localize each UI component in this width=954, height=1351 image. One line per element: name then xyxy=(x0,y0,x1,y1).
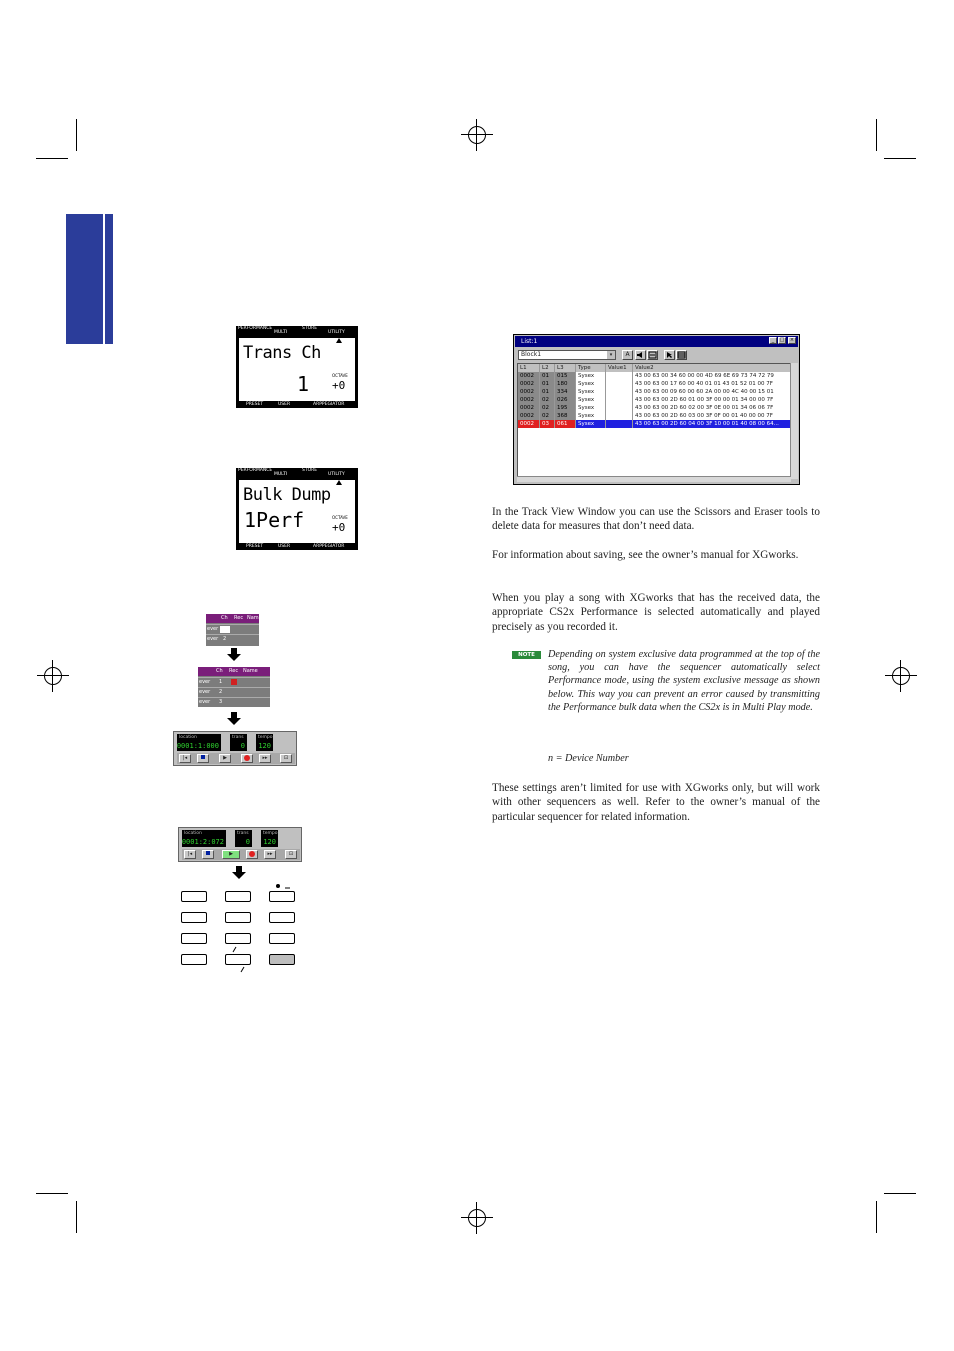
list-icon xyxy=(677,351,686,359)
chapter-side-tab xyxy=(66,214,113,344)
chevron-down-icon: ▾ xyxy=(607,351,615,359)
panel-button[interactable] xyxy=(269,933,295,944)
list-cell[interactable]: 0002 xyxy=(518,388,540,396)
block-select[interactable] xyxy=(518,350,616,360)
list-tool-button[interactable] xyxy=(676,350,687,360)
registration-mark xyxy=(461,119,493,151)
list-cell[interactable] xyxy=(606,372,633,380)
column-header[interactable]: Value1 xyxy=(606,364,633,372)
list-cell[interactable] xyxy=(606,420,633,428)
list-cell[interactable]: 026 xyxy=(555,396,576,404)
list-cell[interactable]: 01 xyxy=(540,372,555,380)
list-row[interactable] xyxy=(518,396,791,404)
panel-button[interactable] xyxy=(181,954,207,965)
list-cell[interactable]: 195 xyxy=(555,404,576,412)
record-button[interactable] xyxy=(241,754,253,763)
panel-button[interactable] xyxy=(225,912,251,923)
rewind-to-start-button[interactable]: |◂ xyxy=(184,850,196,859)
crop-mark xyxy=(884,158,916,159)
lcd-label-preset: PRESET xyxy=(246,402,264,407)
list-cell[interactable]: 0002 xyxy=(518,372,540,380)
arrow-down-icon xyxy=(227,718,241,725)
list-cell[interactable]: Sysex xyxy=(576,404,606,412)
lcd-label-user: USER xyxy=(278,402,291,407)
speaker-tool-button[interactable] xyxy=(635,350,646,360)
lcd-label-performance: PERFORMANCE xyxy=(238,468,273,473)
list-cell[interactable]: 03 xyxy=(540,420,555,428)
lcd-label-store: STORE xyxy=(302,326,318,331)
lcd-display-bulk-dump xyxy=(236,468,358,550)
list-row[interactable] xyxy=(518,388,791,396)
column-header-ch: Ch xyxy=(221,615,228,621)
arrow-down-icon xyxy=(232,872,246,879)
panel-button[interactable] xyxy=(225,891,251,902)
panel-button[interactable] xyxy=(181,912,207,923)
vertical-scrollbar[interactable] xyxy=(790,363,798,479)
registration-mark xyxy=(37,660,69,692)
column-header[interactable]: Value2 xyxy=(633,364,791,372)
crop-mark xyxy=(884,1193,916,1194)
list-cell[interactable]: 015 xyxy=(555,372,576,380)
crop-mark xyxy=(876,119,877,151)
record-button[interactable] xyxy=(246,850,258,859)
list-cell[interactable]: 334 xyxy=(555,388,576,396)
list-cell[interactable]: 0002 xyxy=(518,404,540,412)
column-header-rec: Rec xyxy=(234,615,244,621)
lcd-label-arpeggiator: ARPPEGIATOR xyxy=(313,402,345,407)
list-cell[interactable]: 368 xyxy=(555,412,576,420)
panel-button[interactable] xyxy=(225,933,251,944)
track-row[interactable]: ever 3 xyxy=(198,697,270,706)
column-header-rec: Rec xyxy=(229,668,239,674)
list-cell[interactable] xyxy=(606,396,633,404)
list-cell[interactable]: 01 xyxy=(540,380,555,388)
list-cell[interactable]: 43 00 63 00 2D 60 04 00 3F 10 00 01 40 08 00 64... xyxy=(633,420,791,428)
tempo-display: tempo 120 xyxy=(258,735,273,750)
column-header[interactable]: Type xyxy=(576,364,606,372)
lcd-label-utility: UTILITY xyxy=(328,330,345,335)
list-cell[interactable]: 02 xyxy=(540,412,555,420)
track-row[interactable]: ever xyxy=(206,624,259,633)
note-text: Depending on system exclusive data programmed at the top of the song, you can have the sequencer automatically select Performance mode, using the system exclusive message as shown below. This way you can prevent an error caused by transmitting the Performance bulk data when the CS2x is in Multi Play mode. xyxy=(548,649,820,713)
rewind-to-start-button[interactable]: |◂ xyxy=(179,754,191,763)
track-row[interactable]: ever 2 xyxy=(206,634,259,643)
lcd-label-multi: MULTI xyxy=(274,330,288,335)
plus-minus-mark-icon xyxy=(274,882,294,890)
lcd-octave-value: +0 xyxy=(332,521,346,534)
column-header-name: Name xyxy=(243,668,258,674)
transport-bar-2 xyxy=(178,827,302,862)
pointer-tool-button[interactable] xyxy=(664,350,675,360)
stop-button[interactable] xyxy=(202,850,214,859)
track-window-small xyxy=(206,614,259,646)
lcd-octave-value: +0 xyxy=(332,379,346,392)
filter-icon xyxy=(648,351,657,359)
maximize-button[interactable]: □ xyxy=(779,337,785,343)
filter-tool-button[interactable] xyxy=(647,350,658,360)
column-header-ch: Ch xyxy=(216,668,223,674)
window-title-bar xyxy=(515,336,798,347)
track-row[interactable]: ever 1 xyxy=(198,677,270,686)
minimize-button[interactable]: _ xyxy=(769,337,777,344)
stop-button[interactable] xyxy=(197,754,209,763)
close-button[interactable]: × xyxy=(789,337,795,343)
lcd-label-multi: MULTI xyxy=(274,472,288,477)
list-cell[interactable]: 43 00 63 00 2D 60 01 00 3F 00 00 01 34 00 00 7F xyxy=(633,396,791,404)
panel-button[interactable] xyxy=(269,912,295,923)
slash-mark-icon xyxy=(232,946,238,953)
list-cell[interactable]: 43 00 63 00 17 60 00 40 01 01 43 01 52 01 00 7F xyxy=(633,380,791,388)
lcd-octave-label: OCTAVE xyxy=(332,515,348,520)
device-number-note: n = Device Number xyxy=(548,753,629,764)
crop-mark xyxy=(36,1193,68,1194)
list-row[interactable] xyxy=(518,420,791,428)
list-cell[interactable]: 0002 xyxy=(518,396,540,404)
list-cell[interactable]: 0002 xyxy=(518,380,540,388)
lcd-label-performance: PERFORMANCE xyxy=(238,326,273,331)
pointer-icon xyxy=(665,351,674,359)
fast-forward-button[interactable]: ▸▸ xyxy=(264,850,276,859)
lcd-line1: Trans Ch xyxy=(243,343,321,363)
lcd-octave-label: OCTAVE xyxy=(332,373,348,378)
paragraph-scissors-eraser: In the Track View Window you can use the Scissors and Eraser tools to delete data for measures that don’t need data. xyxy=(492,506,820,533)
list-cell[interactable] xyxy=(606,380,633,388)
column-header[interactable]: L2 xyxy=(540,364,555,372)
loop-button[interactable]: ⊡ xyxy=(280,754,292,763)
grid-header-row xyxy=(518,364,791,372)
lcd-line2: 1Perf xyxy=(244,508,305,532)
horizontal-scrollbar[interactable] xyxy=(517,476,791,482)
paragraph-playback: When you play a song with XGworks that has the received data, the appropriate CS2x Performance is selected automatically and played precisely as you recorded it. xyxy=(492,592,820,633)
block-select-value: Block1 xyxy=(521,351,542,358)
lcd-screen xyxy=(239,338,355,401)
list-cell[interactable] xyxy=(606,388,633,396)
list-cell[interactable]: 180 xyxy=(555,380,576,388)
registration-mark xyxy=(885,660,917,692)
list-window xyxy=(513,334,800,485)
panel-button[interactable] xyxy=(181,933,207,944)
list-cell[interactable]: 01 xyxy=(540,388,555,396)
panel-button-lit[interactable] xyxy=(269,954,295,965)
transpose-display: trans 0 xyxy=(232,735,245,750)
list-cell[interactable]: Sysex xyxy=(576,412,606,420)
location-display: location 0001:1:000 xyxy=(176,735,219,750)
lcd-label-utility: UTILITY xyxy=(328,472,345,477)
paragraph-other-sequencers: These settings aren’t limited for use with XGworks only, but will work with other sequencers as well. Refer to the owner’s manual of the particular sequencer for related information. xyxy=(492,782,820,823)
list-cell[interactable]: 0002 xyxy=(518,420,540,428)
crop-mark xyxy=(876,1201,877,1233)
lcd-label-user: USER xyxy=(278,544,291,549)
track-window-large xyxy=(198,667,270,707)
play-button[interactable]: ▶ xyxy=(222,850,240,859)
registration-mark xyxy=(461,1202,493,1234)
text-tool-button[interactable]: A xyxy=(622,350,633,360)
tempo-display: tempo 120 xyxy=(263,831,278,846)
panel-button[interactable] xyxy=(181,891,207,902)
list-cell[interactable]: Sysex xyxy=(576,396,606,404)
list-cell[interactable]: 43 00 63 00 09 60 00 60 2A 00 00 4C 40 00 15 01 xyxy=(633,388,791,396)
lcd-screen xyxy=(239,480,355,543)
list-cell[interactable]: 02 xyxy=(540,396,555,404)
list-cell[interactable]: Sysex xyxy=(576,388,606,396)
arrow-down-icon xyxy=(227,654,241,661)
list-cell[interactable]: 43 00 63 00 2D 60 02 00 3F 0E 00 01 34 06 06 7F xyxy=(633,404,791,412)
list-cell[interactable] xyxy=(606,404,633,412)
panel-button[interactable] xyxy=(225,954,251,965)
list-cell[interactable]: 43 00 63 00 34 60 00 00 4D 69 6E 69 73 74 72 79 xyxy=(633,372,791,380)
list-row[interactable] xyxy=(518,380,791,388)
list-cell[interactable]: 02 xyxy=(540,404,555,412)
list-cell[interactable]: 061 xyxy=(555,420,576,428)
list-cell[interactable]: Sysex xyxy=(576,372,606,380)
record-enable-icon[interactable] xyxy=(231,679,237,685)
triangle-indicator-icon xyxy=(336,480,342,485)
lcd-line2: 1 xyxy=(297,372,310,396)
lcd-line1: Bulk Dump xyxy=(243,485,331,505)
list-cell[interactable]: Sysex xyxy=(576,380,606,388)
play-button[interactable]: ▶ xyxy=(219,754,231,763)
fast-forward-button[interactable]: ▸▸ xyxy=(259,754,271,763)
list-row[interactable] xyxy=(518,372,791,380)
crop-mark xyxy=(36,158,68,159)
transport-bar-1 xyxy=(173,731,297,766)
list-cell[interactable]: Sysex xyxy=(576,420,606,428)
note-icon: NOTE xyxy=(512,651,541,659)
column-header[interactable]: L3 xyxy=(555,364,576,372)
list-cell[interactable]: 0002 xyxy=(518,412,540,420)
transpose-display: trans 0 xyxy=(237,831,250,846)
list-row[interactable] xyxy=(518,412,791,420)
location-display: location 0001:2:072 xyxy=(181,831,224,846)
triangle-indicator-icon xyxy=(336,338,342,343)
column-header[interactable]: L1 xyxy=(518,364,540,372)
paragraph-saving: For information about saving, see the owner’s manual for XGworks. xyxy=(492,549,799,561)
channel-cell[interactable] xyxy=(220,626,230,633)
speaker-icon xyxy=(636,351,645,359)
slash-mark-icon xyxy=(240,966,246,973)
lcd-label-preset: PRESET xyxy=(246,544,264,549)
crop-mark xyxy=(76,1201,77,1233)
window-title: List:1 xyxy=(521,338,538,345)
lcd-label-arpeggiator: ARPPEGIATOR xyxy=(313,544,345,549)
list-cell[interactable]: 43 00 63 00 2D 60 03 00 3F 0F 00 01 40 00 00 7F xyxy=(633,412,791,420)
column-header-name: Nam xyxy=(247,615,259,621)
lcd-label-store: STORE xyxy=(302,468,318,473)
event-list-grid[interactable] xyxy=(517,363,791,479)
panel-button[interactable] xyxy=(269,891,295,902)
list-cell[interactable] xyxy=(606,412,633,420)
lcd-display-trans-ch xyxy=(236,326,358,408)
list-row[interactable] xyxy=(518,404,791,412)
crop-mark xyxy=(76,119,77,151)
loop-button[interactable]: ⊡ xyxy=(285,850,297,859)
track-row[interactable]: ever 2 xyxy=(198,687,270,696)
